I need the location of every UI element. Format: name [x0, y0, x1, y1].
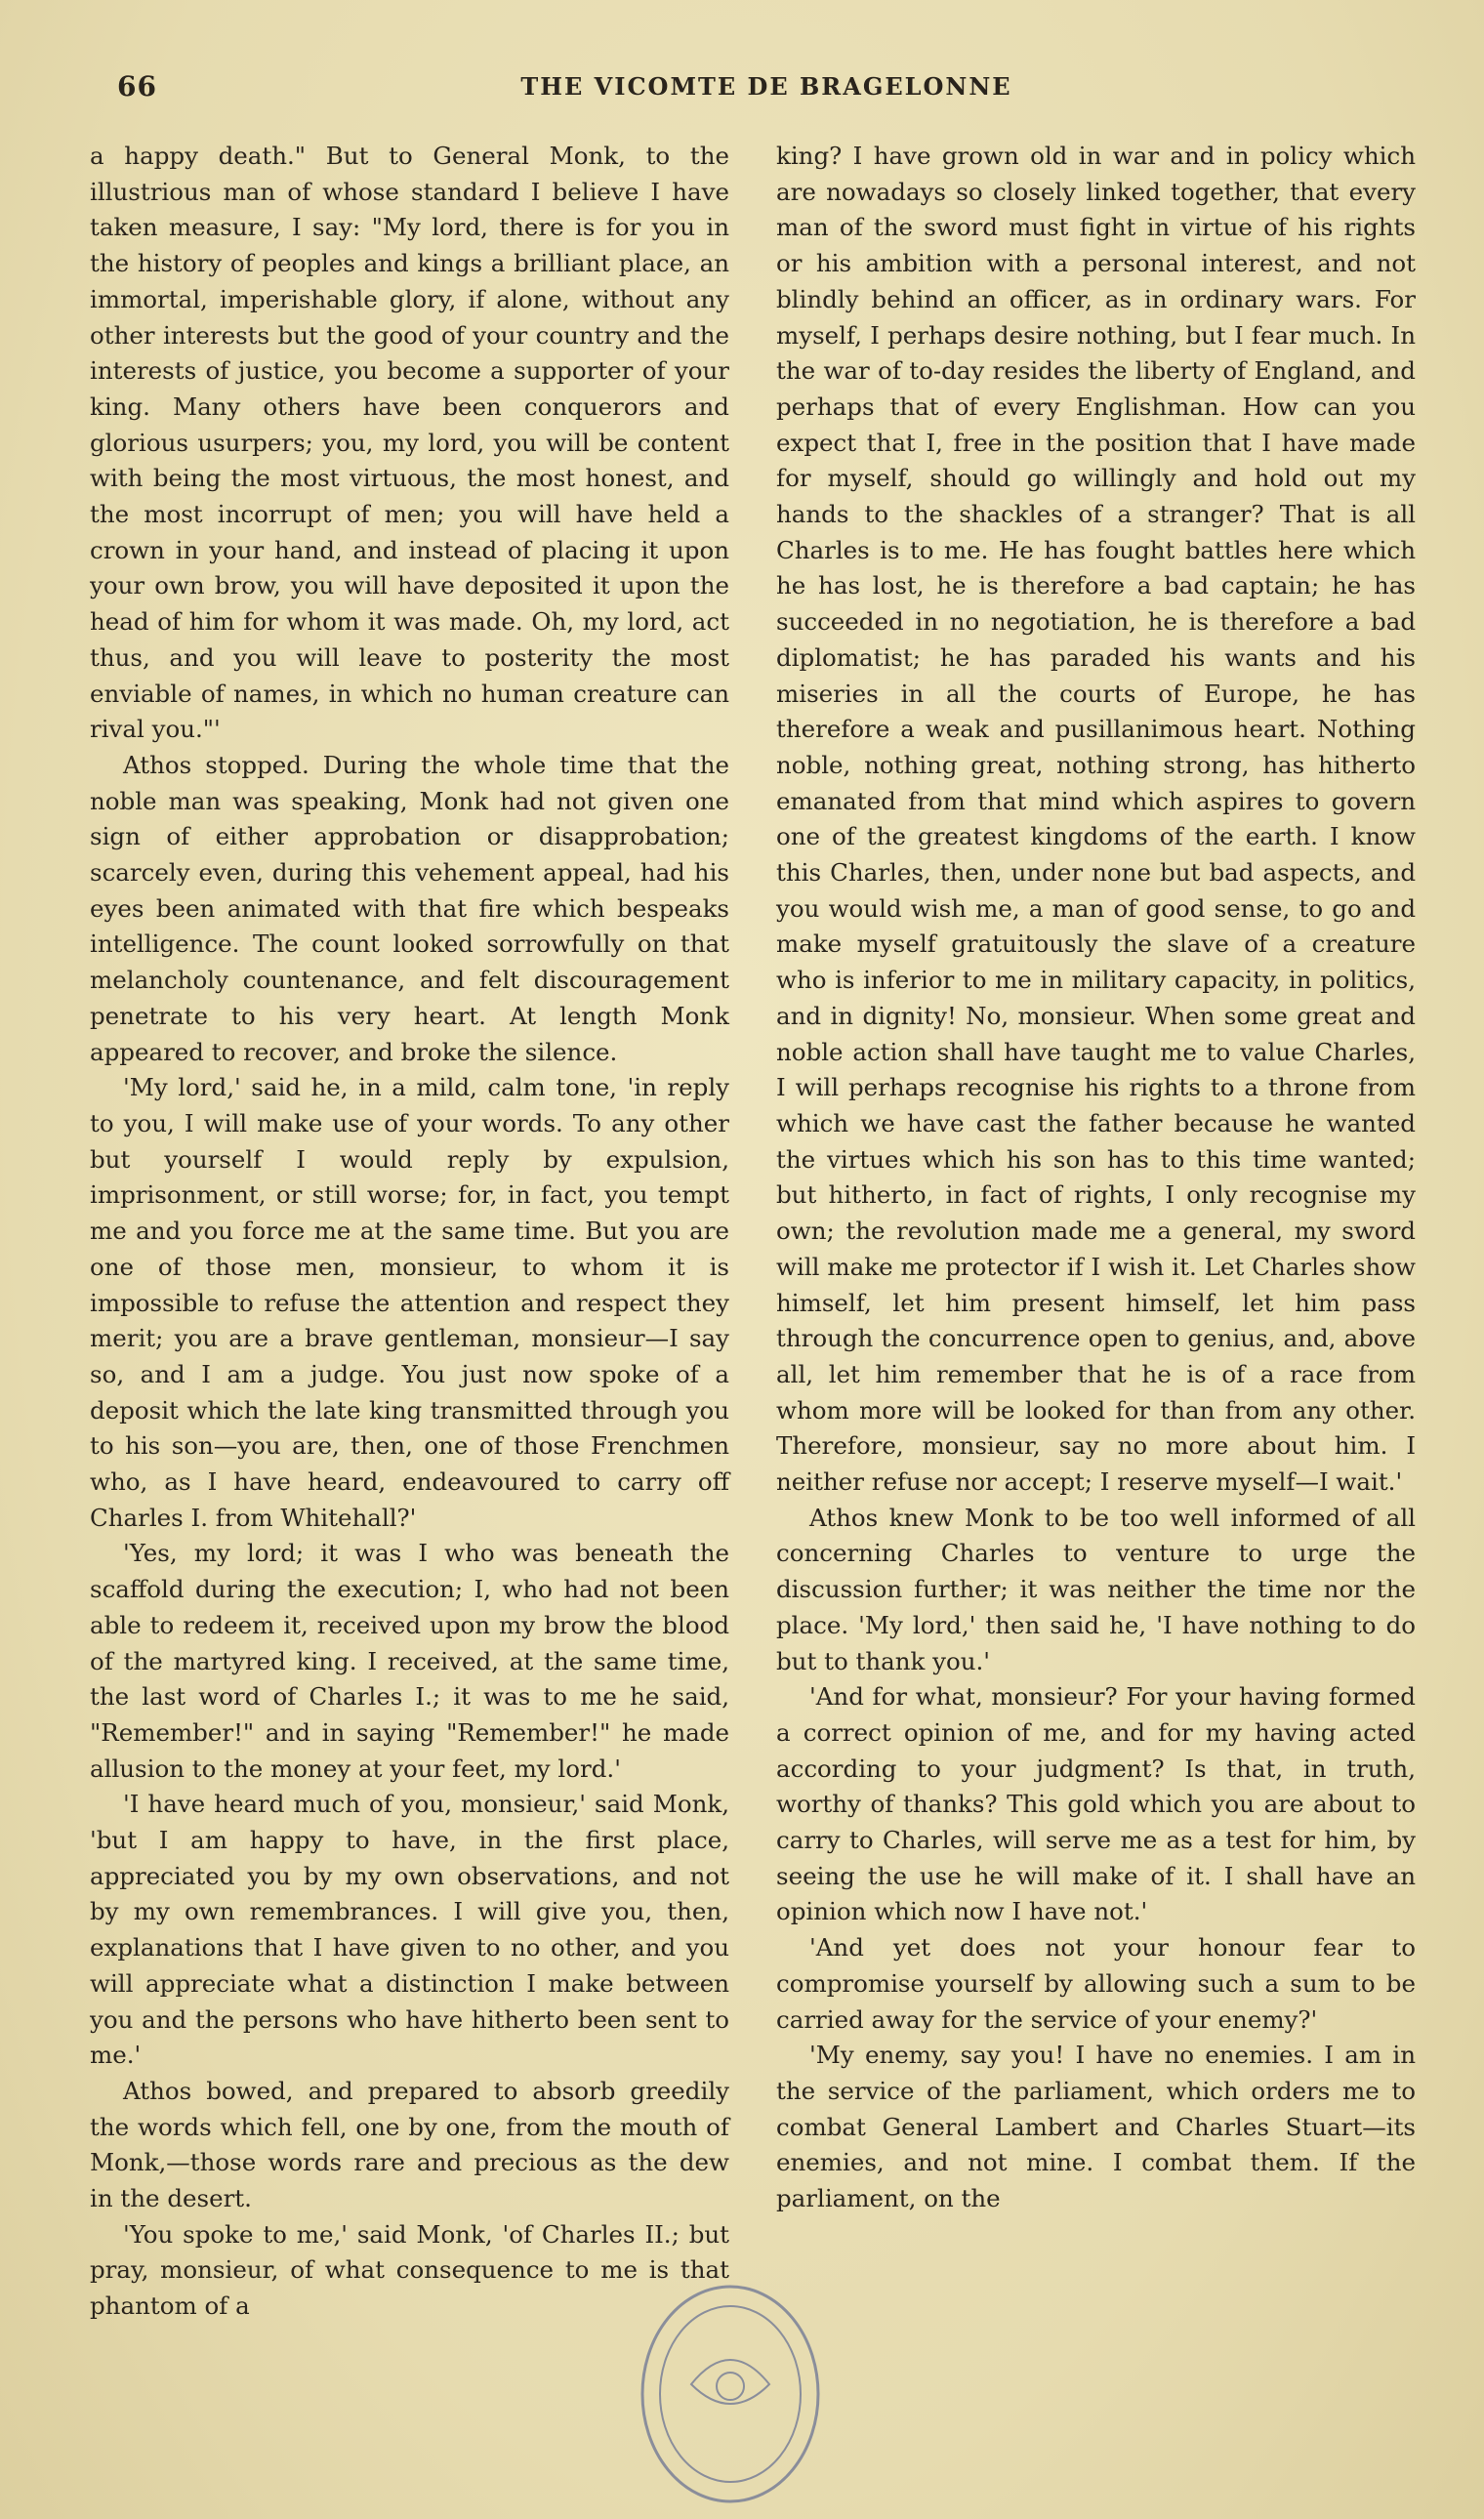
paragraph: king? I have grown old in war and in policy which are nowadays so closely linked together, that every man of the sword must fight in virtue of his rights or his ambition with a personal interest, and not blindly behind an officer, as in ordinary wars. For myself, I perhaps desire nothing, but I fear much. In the war of to-day resides the liberty of England, and perhaps that of every Englishman. How can you expect that I, free in the position that I have made for myself, should go willingly and hold out my hands to the shackles of a stranger? That is all Charles is to me. He has fought battles here which he has lost, he is therefore a bad captain; he has succeeded in no negotiation, he is therefore a bad diplomatist; he has paraded his wants and his miseries in all the courts of Europe, he has therefore a weak and pusillanimous heart. Nothing noble, nothing great, nothing strong, has hitherto emanated from that mind which aspires to govern one of the greatest kingdoms of the earth. I know this Charles, then, under none but bad aspects, and you would wish me, a man of good sense, to go and make myself gratuitously the slave of a creature who is inferior to me in military capacity, in politics, and in dignity! No, monsieur. When some great and noble action shall have taught me to value Charles, I will perhaps recognise his rights to a throne from which we have cast the father because he wanted the virtues which his son has to this time wanted; but hitherto, in fact of rights, I only recognise my own; the revolution made me a general, my sword will make me protector if I wish it. Let Charles show himself, let him present himself, let him pass through the concurrence open to genius, and, above all, let him remember that he is of a race from whom more will be looked for than from any other. Therefore, monsieur, say no more about him. I neither refuse nor accept; I reserve myself—I wait.'	[776, 142, 1416, 1497]
paragraph: 'And for what, monsieur? For your having formed a correct opinion of me, and for my having acted according to your judgment? Is that, in truth, worthy of thanks? This gold which you are about to carry to Charles, will serve me as a test for him, by seeing the use he will make of it. I shall have an opinion which now I have not.'	[776, 1682, 1416, 1926]
page-header	[117, 70, 1416, 109]
library-stamp-icon	[633, 2277, 828, 2511]
paragraph: Athos knew Monk to be too well informed of all concerning Charles to venture to urge the discussion further; it was neither the time nor the place. 'My lord,' then said he, 'I have nothing to do but to thank you.'	[776, 1503, 1416, 1675]
paragraph: 'My lord,' said he, in a mild, calm tone, 'in reply to you, I will make use of your words. To any other but yourself I would reply by expulsion, imprisonment, or still worse; for, in fact, you tempt me and you force me at the same time. But you are one of those men, monsieur, to whom it is impossible to refuse the attention and respect they merit; you are a brave gentleman, monsieur—I say so, and I am a judge. You just now spoke of a deposit which the late king transmitted through you to his son—you are, then, one of those Frenchmen who, as I have heard, endeavoured to carry off Charles I. from Whitehall?'	[90, 1073, 729, 1532]
paragraph: Athos stopped. During the whole time that the noble man was speaking, Monk had not given one sign of either approbation or disapprobation; scarcely even, during this vehement appeal, had his eyes been animated with that fire which bespeaks intelligence. The count looked sorrowfully on that melancholy countenance, and felt discouragement penetrate to his very heart. At length Monk appeared to recover, and broke the silence.	[90, 750, 729, 1066]
paragraph: 'And yet does not your honour fear to compromise yourself by allowing such a sum to be carried away for the service of your enemy?'	[776, 1933, 1416, 2034]
paragraph: 'You spoke to me,' said Monk, 'of Charles II.; but pray, monsieur, of what consequence to me is that phantom of a	[90, 2219, 729, 2321]
paragraph: a happy death." But to General Monk, to the illustrious man of whose standard I believe I have taken measure, I say: "My lord, there is for you in the history of peoples and kings a brilliant place, an immortal, imperishable glory, if alone, without any other interests but the good of your country and the interests of justice, you become a supporter of your king. Many others have been conquerors and glorious usurpers; you, my lord, you will be content with being the most virtuous, the most honest, and the most incorrupt of men; you will have held a crown in your hand, and instead of placing it upon your own brow, you will have deposited it upon the head of him for whom it was made. Oh, my lord, act thus, and you will leave to posterity the most enviable of names, in which no human creature can rival you."'	[90, 142, 729, 744]
paragraph: 'Yes, my lord; it was I who was beneath the scaffold during the execution; I, who had not been able to redeem it, received upon my brow the blood of the martyred king. I received, at the same time, the last word of Charles I.; it was to me he said, "Remember!" and in saying "Remember!" he made allusion to the money at your feet, my lord.'	[90, 1539, 729, 1783]
paragraph: Athos bowed, and prepared to absorb greedily the words which fell, one by one, from the mouth of Monk,—those words rare and precious as the dew in the desert.	[90, 2076, 729, 2213]
paragraph: 'My enemy, say you! I have no enemies. I am in the service of the parliament, which orders me to combat General Lambert and Charles Stuart—its enemies, and not mine. I combat them. If the parliament, on the	[776, 2041, 1416, 2213]
page-number: 66	[117, 70, 157, 103]
running-title: THE VICOMTE DE BRAGELONNE	[520, 72, 1012, 101]
paragraph: 'I have heard much of you, monsieur,' said Monk, 'but I am happy to have, in the first place, appreciated you by my own observations, and not by my own remembrances. I will give you, then, explanations that I have given to no other, and you will appreciate what a distinction I make between you and the persons who have hitherto been sent to me.'	[90, 1790, 729, 2070]
right-column	[776, 139, 1416, 2217]
left-column	[90, 139, 729, 2325]
